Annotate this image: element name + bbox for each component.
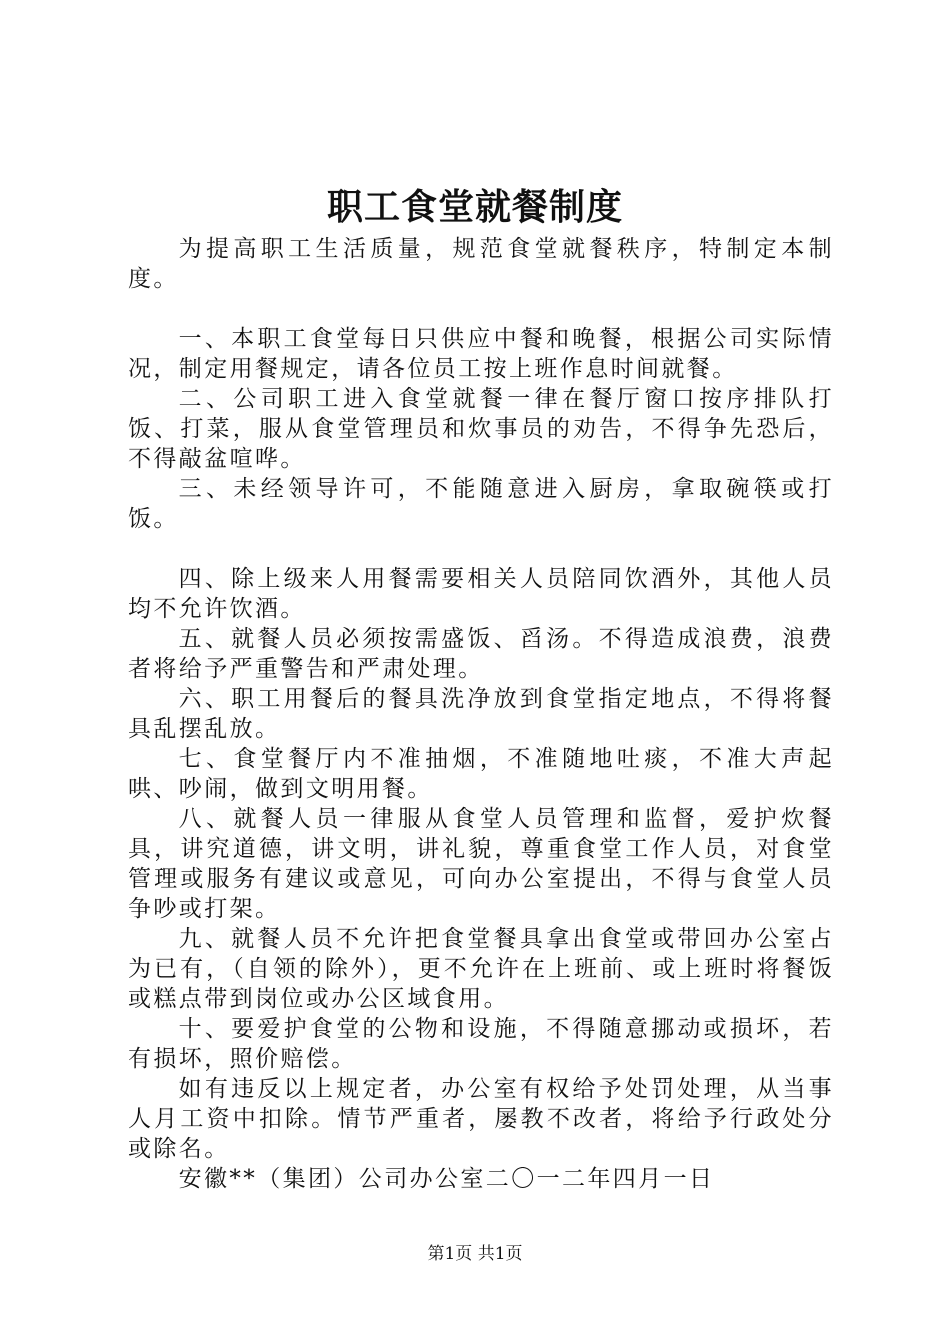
rule-7-paragraph: 七、食堂餐厅内不准抽烟，不准随地吐痰，不准大声起哄、吵闹，做到文明用餐。 bbox=[128, 746, 834, 802]
rule-9-paragraph: 九、就餐人员不允许把食堂餐具拿出食堂或带回办公室占为已有，（自领的除外），更不允许在上班前、或上班时将餐饭或糕点带到岗位或办公区域食用。 bbox=[128, 926, 834, 1012]
rule-6-paragraph: 六、职工用餐后的餐具洗净放到食堂指定地点，不得将餐具乱摆乱放。 bbox=[128, 686, 834, 742]
rule-2-paragraph: 二、公司职工进入食堂就餐一律在餐厅窗口按序排队打饭、打菜，服从食堂管理员和炊事员的劝告，不得争先恐后，不得敲盆喧哗。 bbox=[128, 386, 834, 472]
rule-3-paragraph: 三、未经领导许可，不能随意进入厨房，拿取碗筷或打饭。 bbox=[128, 476, 834, 532]
page-number-footer: 第1页 共1页 bbox=[427, 1244, 523, 1264]
rule-8-paragraph: 八、就餐人员一律服从食堂人员管理和监督，爱护炊餐具，讲究道德，讲文明，讲礼貌，尊重食堂工作人员，对食堂管理或服务有建议或意见，可向办公室提出，不得与食堂人员争吵或打架。 bbox=[128, 806, 834, 922]
rule-4-paragraph: 四、除上级来人用餐需要相关人员陪同饮酒外，其他人员均不允许饮酒。 bbox=[128, 566, 834, 622]
penalty-paragraph: 如有违反以上规定者，办公室有权给予处罚处理，从当事人月工资中扣除。情节严重者，屡教不改者，将给予行政处分或除名。 bbox=[128, 1076, 834, 1162]
rule-1-paragraph: 一、本职工食堂每日只供应中餐和晚餐，根据公司实际情况，制定用餐规定，请各位员工按上班作息时间就餐。 bbox=[128, 326, 834, 382]
rule-5-paragraph: 五、就餐人员必须按需盛饭、舀汤。不得造成浪费，浪费者将给予严重警告和严肃处理。 bbox=[128, 626, 834, 682]
issuer-date-line: 安徽**（集团）公司办公室二〇一二年四月一日 bbox=[178, 1166, 715, 1192]
intro-paragraph: 为提高职工生活质量，规范食堂就餐秩序，特制定本制度。 bbox=[128, 236, 834, 292]
document-body bbox=[128, 234, 834, 1194]
document-title: 职工食堂就餐制度 bbox=[326, 186, 623, 228]
rule-10-paragraph: 十、要爱护食堂的公物和设施，不得随意挪动或损坏，若有损坏，照价赔偿。 bbox=[128, 1016, 834, 1072]
